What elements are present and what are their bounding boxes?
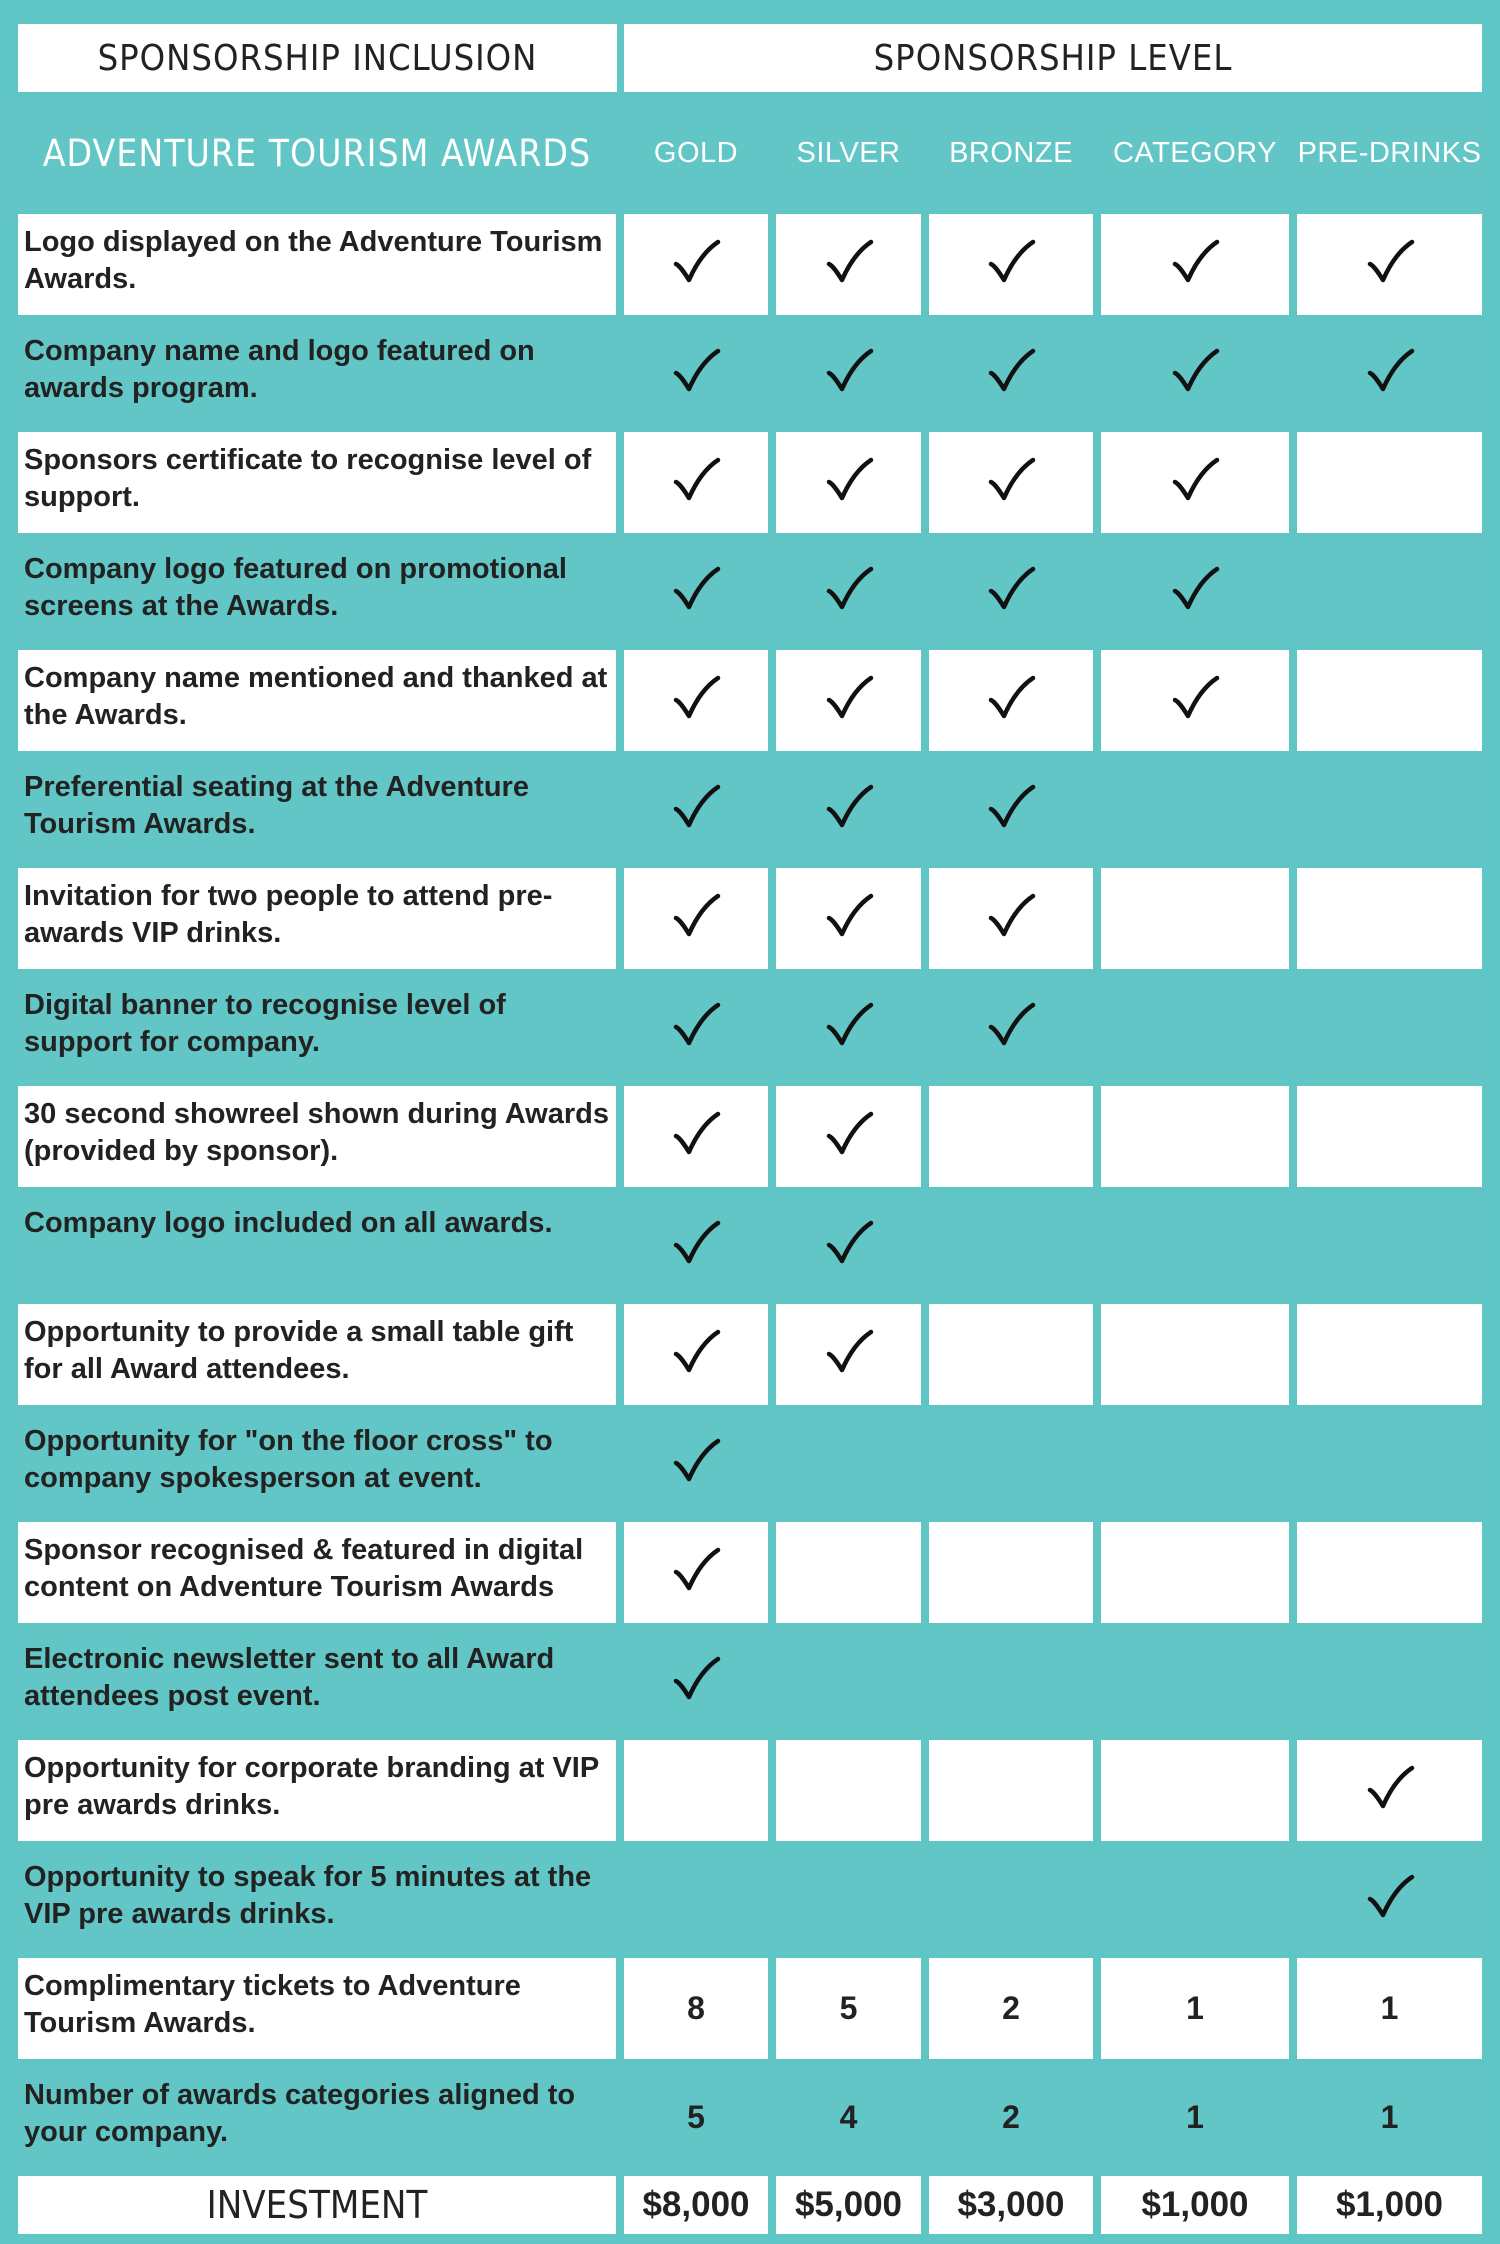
cell-bronze <box>925 1191 1097 1300</box>
value-pre-drinks: 1 <box>1293 1954 1486 2063</box>
checkmark-icon <box>670 820 722 837</box>
cell-gold <box>620 1409 772 1518</box>
checkmark-icon <box>670 493 722 510</box>
cell-pre-drinks <box>1293 864 1486 973</box>
cell-category <box>1097 1627 1293 1736</box>
cell-gold <box>620 1300 772 1409</box>
checkmark-icon <box>670 1147 722 1164</box>
cell-gold <box>620 1518 772 1627</box>
cell-bronze <box>925 210 1097 319</box>
inclusion-row <box>14 1409 1486 1518</box>
checkmark-icon <box>823 493 875 510</box>
price-bronze: $3,000 <box>925 2172 1097 2238</box>
inclusion-label: Opportunity for corporate branding at VIP pre awards drinks. <box>14 1736 620 1845</box>
checkmark-icon <box>823 602 875 619</box>
inclusion-label: Company logo featured on promotional screens at the Awards. <box>14 537 620 646</box>
checkmark-icon <box>1169 275 1221 292</box>
cell-category <box>1097 1518 1293 1627</box>
cell-category <box>1097 319 1293 428</box>
cell-bronze <box>925 646 1097 755</box>
value-bronze: 2 <box>925 2063 1097 2172</box>
cell-category <box>1097 973 1293 1082</box>
checkmark-icon <box>1364 1910 1416 1927</box>
inclusion-label: Digital banner to recognise level of support for company. <box>14 973 620 1082</box>
checkmark-icon <box>670 1692 722 1709</box>
cell-gold <box>620 319 772 428</box>
checkmark-icon <box>1169 711 1221 728</box>
level-gold: GOLD <box>620 96 772 210</box>
cell-bronze <box>925 1082 1097 1191</box>
inclusion-label: Opportunity for "on the floor cross" to company spokesperson at event. <box>14 1409 620 1518</box>
checkmark-icon <box>670 1256 722 1273</box>
cell-pre-drinks <box>1293 1082 1486 1191</box>
inclusion-label: Company name mentioned and thanked at the Awards. <box>14 646 620 755</box>
price-category: $1,000 <box>1097 2172 1293 2238</box>
checkmark-icon <box>670 275 722 292</box>
cell-bronze <box>925 1627 1097 1736</box>
cell-pre-drinks <box>1293 1191 1486 1300</box>
checkmark-icon <box>1169 384 1221 401</box>
cell-gold <box>620 1845 772 1954</box>
inclusion-row <box>14 319 1486 428</box>
value-gold: 5 <box>620 2063 772 2172</box>
checkmark-icon <box>1364 384 1416 401</box>
inclusion-label: 30 second showreel shown during Awards (provided by sponsor). <box>14 1082 620 1191</box>
cell-category <box>1097 537 1293 646</box>
cell-category <box>1097 1845 1293 1954</box>
cell-category <box>1097 1409 1293 1518</box>
level-silver: SILVER <box>772 96 925 210</box>
cell-pre-drinks <box>1293 973 1486 1082</box>
inclusion-row <box>14 1736 1486 1845</box>
level-bronze: BRONZE <box>925 96 1097 210</box>
inclusion-row <box>14 537 1486 646</box>
level-pre-drinks: PRE-DRINKS <box>1293 96 1486 210</box>
checkmark-icon <box>985 711 1037 728</box>
cell-pre-drinks <box>1293 1518 1486 1627</box>
checkmark-icon <box>985 493 1037 510</box>
cell-category <box>1097 1191 1293 1300</box>
cell-silver <box>772 973 925 1082</box>
inclusion-label: Opportunity to provide a small table gift for all Award attendees. <box>14 1300 620 1409</box>
cell-pre-drinks <box>1293 646 1486 755</box>
checkmark-icon <box>670 602 722 619</box>
cell-silver <box>772 210 925 319</box>
cell-gold <box>620 537 772 646</box>
cell-silver <box>772 1518 925 1627</box>
value-pre-drinks: 1 <box>1293 2063 1486 2172</box>
numeric-label: Number of awards categories aligned to your company. <box>14 2063 620 2172</box>
cell-silver <box>772 646 925 755</box>
cell-silver <box>772 1845 925 1954</box>
value-silver: 5 <box>772 1954 925 2063</box>
inclusion-label: Logo displayed on the Adventure Tourism Awards. <box>14 210 620 319</box>
checkmark-icon <box>985 384 1037 401</box>
inclusion-label: Electronic newsletter sent to all Award attendees post event. <box>14 1627 620 1736</box>
checkmark-icon <box>823 929 875 946</box>
checkmark-icon <box>985 275 1037 292</box>
value-bronze: 2 <box>925 1954 1097 2063</box>
inclusion-row <box>14 973 1486 1082</box>
inclusion-row <box>14 1518 1486 1627</box>
checkmark-icon <box>985 1038 1037 1055</box>
checkmark-icon <box>670 1583 722 1600</box>
cell-silver <box>772 428 925 537</box>
checkmark-icon <box>823 1256 875 1273</box>
checkmark-icon <box>985 820 1037 837</box>
cell-silver <box>772 1736 925 1845</box>
cell-pre-drinks <box>1293 755 1486 864</box>
cell-pre-drinks <box>1293 1300 1486 1409</box>
cell-bronze <box>925 1409 1097 1518</box>
cell-bronze <box>925 755 1097 864</box>
sponsorship-level-header: SPONSORSHIP LEVEL <box>620 20 1486 96</box>
cell-bronze <box>925 1300 1097 1409</box>
inclusion-row <box>14 864 1486 973</box>
numeric-label: Complimentary tickets to Adventure Tourism Awards. <box>14 1954 620 2063</box>
cell-gold <box>620 646 772 755</box>
inclusion-row <box>14 755 1486 864</box>
checkmark-icon <box>670 384 722 401</box>
cell-category <box>1097 1736 1293 1845</box>
checkmark-icon <box>823 820 875 837</box>
cell-pre-drinks <box>1293 1627 1486 1736</box>
checkmark-icon <box>1364 275 1416 292</box>
cell-category <box>1097 1082 1293 1191</box>
cell-bronze <box>925 1845 1097 1954</box>
inclusion-label: Company name and logo featured on awards program. <box>14 319 620 428</box>
cell-silver <box>772 864 925 973</box>
cell-gold <box>620 428 772 537</box>
checkmark-icon <box>670 1365 722 1382</box>
inclusion-row <box>14 646 1486 755</box>
value-category: 1 <box>1097 2063 1293 2172</box>
cell-silver <box>772 537 925 646</box>
cell-gold <box>620 1736 772 1845</box>
cell-silver <box>772 319 925 428</box>
cell-pre-drinks <box>1293 319 1486 428</box>
cell-gold <box>620 755 772 864</box>
cell-pre-drinks <box>1293 428 1486 537</box>
cell-gold <box>620 1191 772 1300</box>
cell-silver <box>772 1082 925 1191</box>
cell-silver <box>772 755 925 864</box>
cell-silver <box>772 1300 925 1409</box>
value-category: 1 <box>1097 1954 1293 2063</box>
checkmark-icon <box>670 1474 722 1491</box>
inclusion-row <box>14 1300 1486 1409</box>
cell-silver <box>772 1409 925 1518</box>
cell-pre-drinks <box>1293 1845 1486 1954</box>
inclusion-row <box>14 1845 1486 1954</box>
numeric-row <box>14 2063 1486 2172</box>
checkmark-icon <box>1364 1801 1416 1818</box>
checkmark-icon <box>823 1365 875 1382</box>
checkmark-icon <box>670 929 722 946</box>
cell-pre-drinks <box>1293 1409 1486 1518</box>
cell-bronze <box>925 319 1097 428</box>
checkmark-icon <box>823 1147 875 1164</box>
checkmark-icon <box>823 711 875 728</box>
inclusion-row <box>14 428 1486 537</box>
inclusion-row <box>14 210 1486 319</box>
numeric-row <box>14 1954 1486 2063</box>
cell-bronze <box>925 537 1097 646</box>
sponsorship-table <box>14 20 1486 2238</box>
cell-pre-drinks <box>1293 210 1486 319</box>
cell-category <box>1097 1300 1293 1409</box>
checkmark-icon <box>985 602 1037 619</box>
cell-category <box>1097 210 1293 319</box>
cell-gold <box>620 1082 772 1191</box>
checkmark-icon <box>823 1038 875 1055</box>
inclusion-label: Preferential seating at the Adventure Tourism Awards. <box>14 755 620 864</box>
cell-bronze <box>925 428 1097 537</box>
cell-bronze <box>925 973 1097 1082</box>
inclusion-label: Opportunity to speak for 5 minutes at the VIP pre awards drinks. <box>14 1845 620 1954</box>
cell-category <box>1097 755 1293 864</box>
investment-label: INVESTMENT <box>14 2172 620 2238</box>
cell-category <box>1097 428 1293 537</box>
cell-category <box>1097 864 1293 973</box>
cell-gold <box>620 210 772 319</box>
checkmark-icon <box>1169 493 1221 510</box>
price-silver: $5,000 <box>772 2172 925 2238</box>
awards-title: ADVENTURE TOURISM AWARDS <box>14 96 620 210</box>
checkmark-icon <box>823 275 875 292</box>
cell-silver <box>772 1191 925 1300</box>
cell-bronze <box>925 1518 1097 1627</box>
cell-gold <box>620 864 772 973</box>
checkmark-icon <box>670 1038 722 1055</box>
cell-gold <box>620 1627 772 1736</box>
cell-category <box>1097 646 1293 755</box>
checkmark-icon <box>670 711 722 728</box>
checkmark-icon <box>1169 602 1221 619</box>
cell-gold <box>620 973 772 1082</box>
inclusion-row <box>14 1627 1486 1736</box>
inclusion-label: Sponsors certificate to recognise level of support. <box>14 428 620 537</box>
value-silver: 4 <box>772 2063 925 2172</box>
checkmark-icon <box>985 929 1037 946</box>
sponsorship-inclusion-header: SPONSORSHIP INCLUSION <box>14 20 620 96</box>
investment-row <box>14 2172 1486 2238</box>
value-gold: 8 <box>620 1954 772 2063</box>
checkmark-icon <box>823 384 875 401</box>
cell-pre-drinks <box>1293 537 1486 646</box>
inclusion-row <box>14 1191 1486 1300</box>
inclusion-label: Invitation for two people to attend pre-awards VIP drinks. <box>14 864 620 973</box>
inclusion-label: Company logo included on all awards. <box>14 1191 620 1300</box>
level-category: CATEGORY <box>1097 96 1293 210</box>
cell-silver <box>772 1627 925 1736</box>
cell-bronze <box>925 864 1097 973</box>
cell-pre-drinks <box>1293 1736 1486 1845</box>
cell-bronze <box>925 1736 1097 1845</box>
price-gold: $8,000 <box>620 2172 772 2238</box>
inclusion-label: Sponsor recognised & featured in digital content on Adventure Tourism Awards <box>14 1518 620 1627</box>
inclusion-row <box>14 1082 1486 1191</box>
price-pre-drinks: $1,000 <box>1293 2172 1486 2238</box>
